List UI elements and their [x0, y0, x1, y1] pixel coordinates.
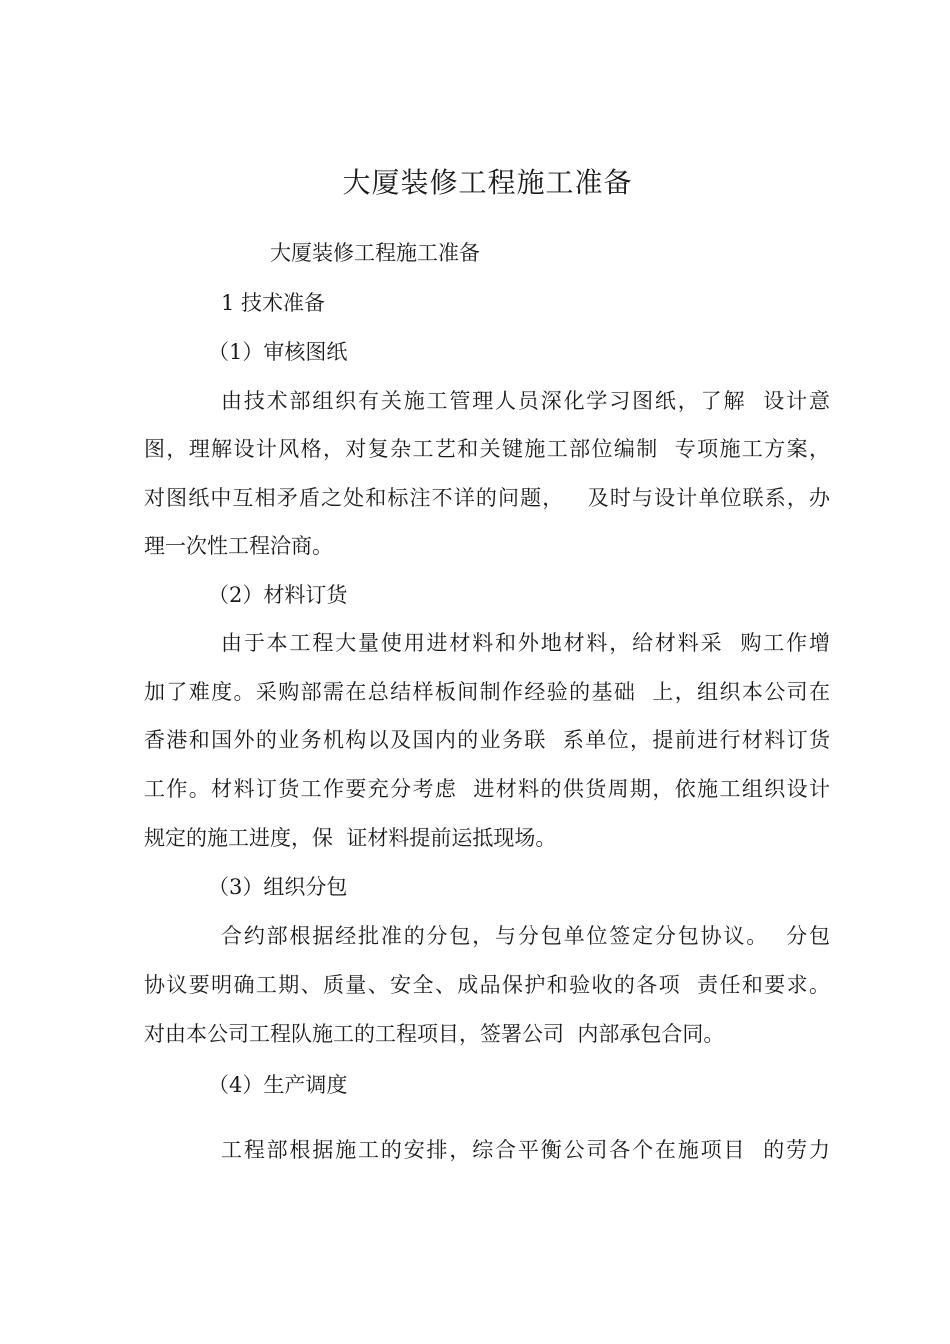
- item-heading-material-ordering: （2）材料订货: [208, 583, 348, 607]
- section-heading-technical-preparation: 1 技术准备: [221, 291, 326, 315]
- paragraph-line: 协议要明确工期、质量、安全、成品保护和验收的各项 责任和要求。: [144, 973, 830, 997]
- document-title: 大厦装修工程施工准备: [342, 166, 633, 199]
- paragraph-line: 图，理解设计风格，对复杂工艺和关键施工部位编制 专项施工方案，: [144, 437, 830, 461]
- item-heading-production-scheduling: （4）生产调度: [208, 1073, 348, 1097]
- document-subtitle: 大厦装修工程施工准备: [270, 241, 480, 265]
- paragraph-line: 对由本公司工程队施工的工程项目，签署公司 内部承包合同。: [144, 1022, 725, 1046]
- paragraph-line: 工程部根据施工的安排，综合平衡公司各个在施项目 的劳力: [221, 1138, 830, 1162]
- paragraph-line: 香港和国外的业务机构以及国内的业务联 系单位，提前进行材料订货: [144, 728, 830, 752]
- paragraph-line: 由技术部组织有关施工管理人员深化学习图纸，了解 设计意: [221, 389, 830, 413]
- paragraph-line: 对图纸中互相矛盾之处和标注不详的问题， 及时与设计单位联系，办: [144, 486, 830, 510]
- paragraph-line: 理一次性工程洽商。: [144, 534, 333, 558]
- paragraph-line: 合约部根据经批准的分包，与分包单位签定分包协议。 分包: [221, 924, 830, 948]
- paragraph-line: 工作。材料订货工作要充分考虑 进材料的供货周期，依施工组织设计: [144, 777, 830, 801]
- paragraph-line: 规定的施工进度，保 证材料提前运抵现场。: [144, 826, 557, 850]
- paragraph-line: 加了难度。采购部需在总结样板间制作经验的基础 上，组织本公司在: [144, 680, 830, 704]
- item-heading-organize-subcontracting: （3）组织分包: [208, 875, 348, 899]
- item-heading-review-drawings: （1）审核图纸: [208, 340, 348, 364]
- paragraph-line: 由于本工程大量使用进材料和外地材料，给材料采 购工作增: [221, 631, 830, 655]
